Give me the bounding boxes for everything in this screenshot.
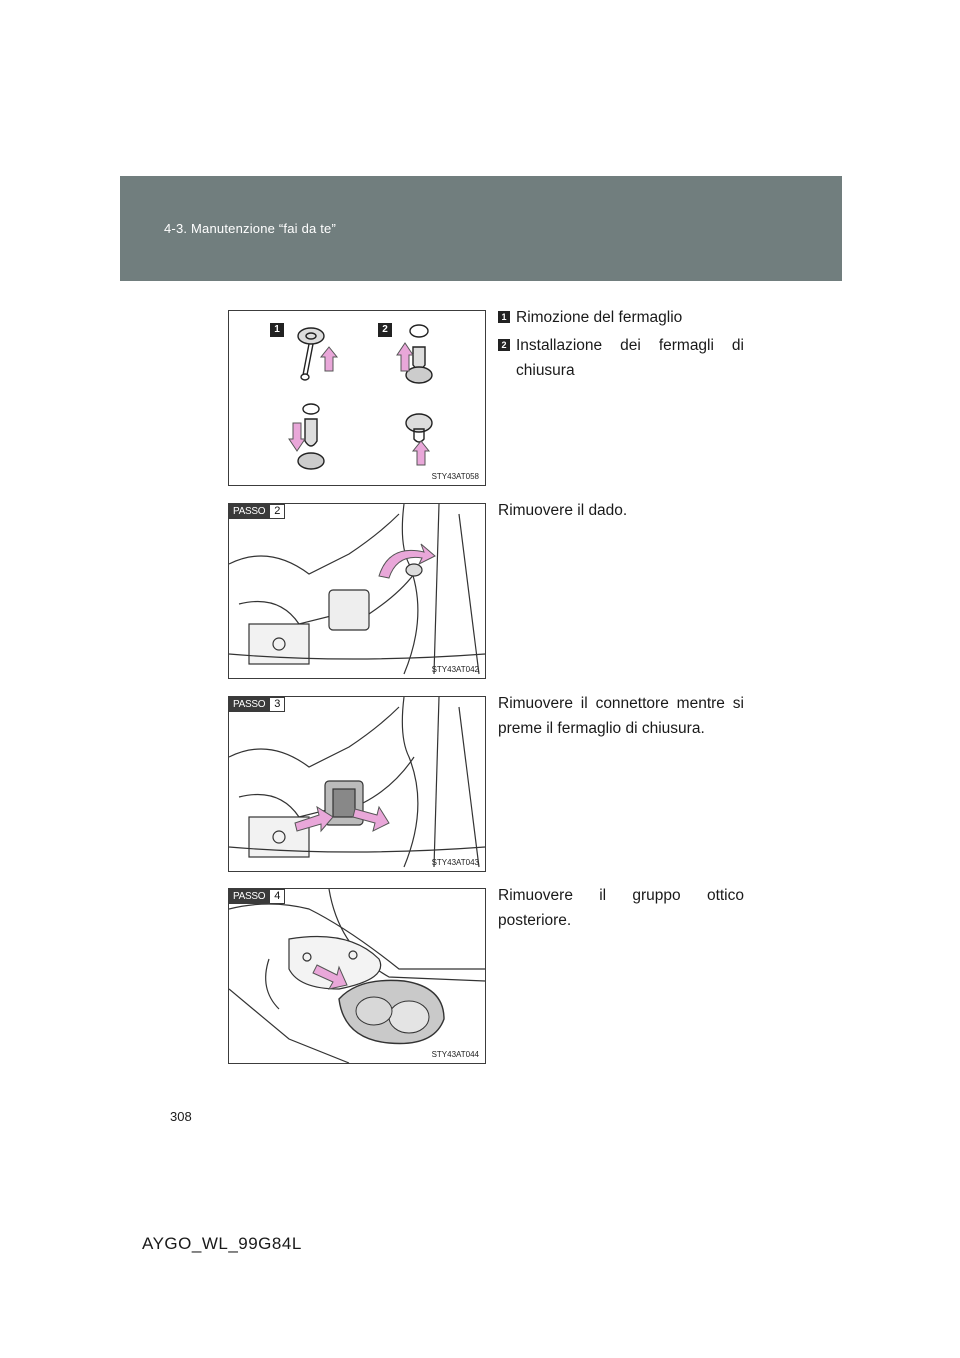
figure-code: STY43AT043	[431, 858, 479, 867]
clip-illustration	[229, 311, 485, 485]
step-badge	[229, 697, 285, 712]
step-number: 4	[269, 889, 285, 904]
step-number: 2	[269, 504, 285, 519]
figure-step-4	[228, 888, 486, 1064]
figure-marker-2: 2	[378, 323, 392, 337]
step-badge	[229, 504, 285, 519]
legend-text: Installazione dei fermagli di chiusura	[516, 337, 744, 379]
section-title: 4-3. Manutenzione “fai da te”	[164, 221, 337, 236]
step-2-text: Rimuovere il dado.	[498, 502, 628, 519]
legend-number: 1	[498, 311, 510, 323]
legend-item	[498, 333, 744, 383]
figure-step-3	[228, 696, 486, 872]
section-header-band	[120, 176, 842, 281]
figure-marker-1: 1	[270, 323, 284, 337]
step-word: PASSO	[229, 889, 269, 904]
figure-clip	[228, 310, 486, 486]
connector-illustration	[229, 697, 485, 871]
legend-item	[498, 305, 744, 330]
figure-code: STY43AT058	[431, 472, 479, 481]
step-word: PASSO	[229, 697, 269, 712]
legend-number: 2	[498, 339, 510, 351]
figure-code: STY43AT044	[431, 1050, 479, 1059]
step-number: 3	[269, 697, 285, 712]
legend-text: Rimozione del fermaglio	[516, 309, 683, 326]
step-3-text: Rimuovere il connettore mentre si preme il fermaglio di chiusura.	[498, 695, 744, 737]
document-code: AYGO_WL_99G84L	[142, 1234, 302, 1253]
figure-1-legend	[498, 305, 744, 383]
step-badge	[229, 889, 285, 904]
step-4-text: Rimuovere il gruppo ottico posteriore.	[498, 887, 744, 929]
page-number: 308	[170, 1109, 192, 1124]
figure-code: STY43AT042	[431, 665, 479, 674]
rear-light-illustration	[229, 889, 485, 1063]
nut-illustration	[229, 504, 485, 678]
figure-step-2	[228, 503, 486, 679]
step-word: PASSO	[229, 504, 269, 519]
